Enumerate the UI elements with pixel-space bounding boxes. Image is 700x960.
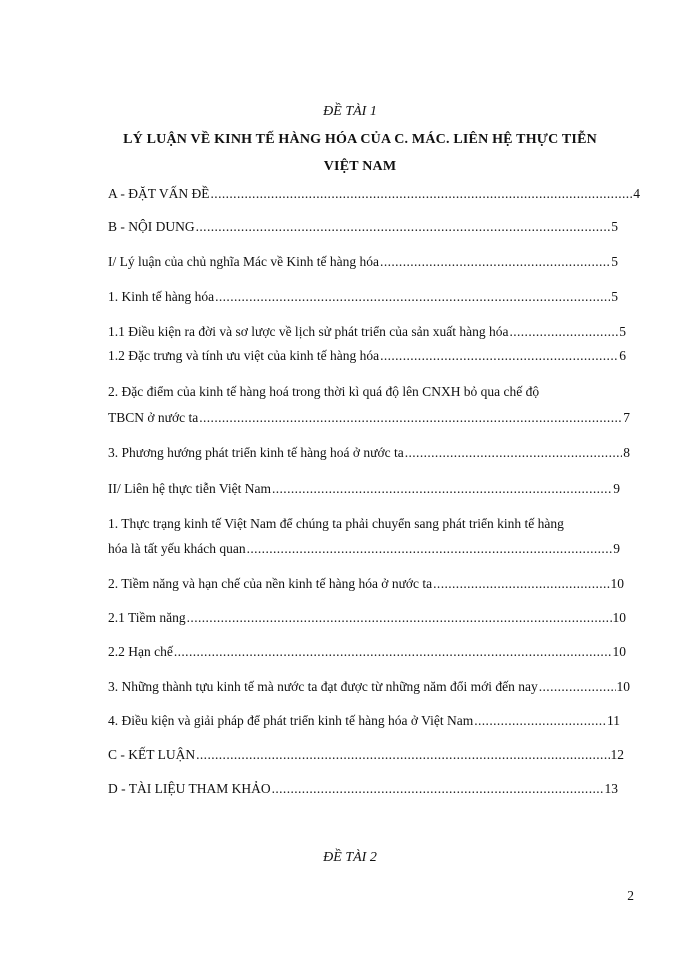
toc-entry-ii-2-1 [108, 610, 626, 626]
toc-entry-title: D - TÀI LIỆU THAM KHẢO [108, 781, 271, 796]
toc-entry-page: 9 [613, 481, 620, 496]
toc-entry-title: C - KẾT LUẬN [108, 747, 196, 762]
toc-entry-title: TBCN ở nước ta [108, 410, 199, 425]
toc-entry-page: 8 [623, 445, 630, 460]
toc-entry-b [108, 219, 618, 235]
toc-entry-d [108, 781, 618, 797]
toc-entry-page: 5 [611, 219, 618, 234]
toc-entry-title: 1. Kinh tế hàng hóa [108, 289, 215, 304]
toc-entry-title: 3. Những thành tựu kinh tế mà nước ta đạt được từ những năm đổi mới đến nay [108, 679, 538, 694]
topic-2-heading: ĐỀ TÀI 2 [323, 850, 377, 865]
toc-entry-title: 1.2 Đặc trưng và tính ưu việt của kinh tế hàng hóa [108, 348, 380, 363]
toc-entry-page: 9 [613, 541, 620, 556]
toc-entry-a [108, 186, 640, 202]
toc-entry-1-1 [108, 324, 626, 340]
toc-entry-title: B - NỘI DUNG [108, 219, 195, 234]
toc-entry-title: A - ĐẶT VẤN ĐỀ [108, 186, 210, 201]
toc-entry-page: 4 [633, 186, 640, 201]
toc-entry-title: 2.1 Tiềm năng [108, 610, 186, 625]
toc-entry-page: 7 [623, 410, 630, 425]
toc-entry-page: 6 [619, 348, 626, 363]
toc-entry-page: 11 [607, 713, 620, 728]
toc-entry-title: II/ Liên hệ thực tiễn Việt Nam [108, 481, 271, 496]
toc-entry-2-line-1: 2. Đặc điểm của kinh tế hàng hoá trong thời kì quá độ lên CNXH bỏ qua chế độ [108, 384, 540, 399]
toc-entry-title: 1.1 Điều kiện ra đời và sơ lược về lịch sử phát triển của sản xuất hàng hóa [108, 324, 509, 339]
toc-entry-title: I/ Lý luận của chủ nghĩa Mác về Kinh tế hàng hóa [108, 254, 380, 269]
toc-entry-page: 5 [611, 289, 618, 304]
toc-entry-page: 10 [610, 576, 624, 591]
toc-entry-ii-4 [108, 713, 620, 729]
toc-entry-ii-1-line-1: 1. Thực trạng kinh tế Việt Nam để chúng ta phải chuyển sang phát triển kinh tế hàng [108, 516, 564, 531]
toc-entry-page: 5 [611, 254, 618, 269]
toc-entry-ii-1 [108, 541, 620, 557]
toc-entry-page: 5 [619, 324, 626, 339]
topic-1-heading: ĐỀ TÀI 1 [323, 104, 377, 119]
document-title-line-1: LÝ LUẬN VỀ KINH TẾ HÀNG HÓA CỦA C. MÁC. LIÊN HỆ THỰC TIỄN [123, 132, 597, 147]
toc-entry-2 [108, 410, 630, 426]
toc-entry-1-2 [108, 348, 626, 364]
toc-entry-1 [108, 289, 618, 305]
toc-entry-page: 10 [612, 644, 626, 659]
toc-entry-page: 12 [610, 747, 624, 762]
toc-entry-ii-3 [108, 679, 630, 695]
toc-entry-title: hóa là tất yếu khách quan [108, 541, 246, 556]
toc-entry-ii-2 [108, 576, 624, 592]
toc-entry-ii-2-2 [108, 644, 626, 660]
toc-entry-title: 2. Tiềm năng và hạn chế của nền kinh tế hàng hóa ở nước ta [108, 576, 433, 591]
document-title-line-2: VIỆT NAM [323, 159, 397, 174]
toc-entry-page: 10 [612, 610, 626, 625]
toc-entry-page: 13 [604, 781, 618, 796]
toc-entry-title: 2.2 Hạn chế [108, 644, 173, 659]
toc-entry-c [108, 747, 624, 763]
toc-entry-part-2 [108, 481, 620, 497]
toc-entry-title: 3. Phương hướng phát triển kinh tế hàng hoá ở nước ta [108, 445, 404, 460]
page-number: 2 [627, 888, 634, 903]
toc-entry-page: 10 [616, 679, 630, 694]
toc-entry-title: 4. Điều kiện và giải pháp để phát triển kinh tế hàng hóa ở Việt Nam [108, 713, 474, 728]
toc-entry-3 [108, 445, 630, 461]
toc-entry-part-1 [108, 254, 618, 270]
